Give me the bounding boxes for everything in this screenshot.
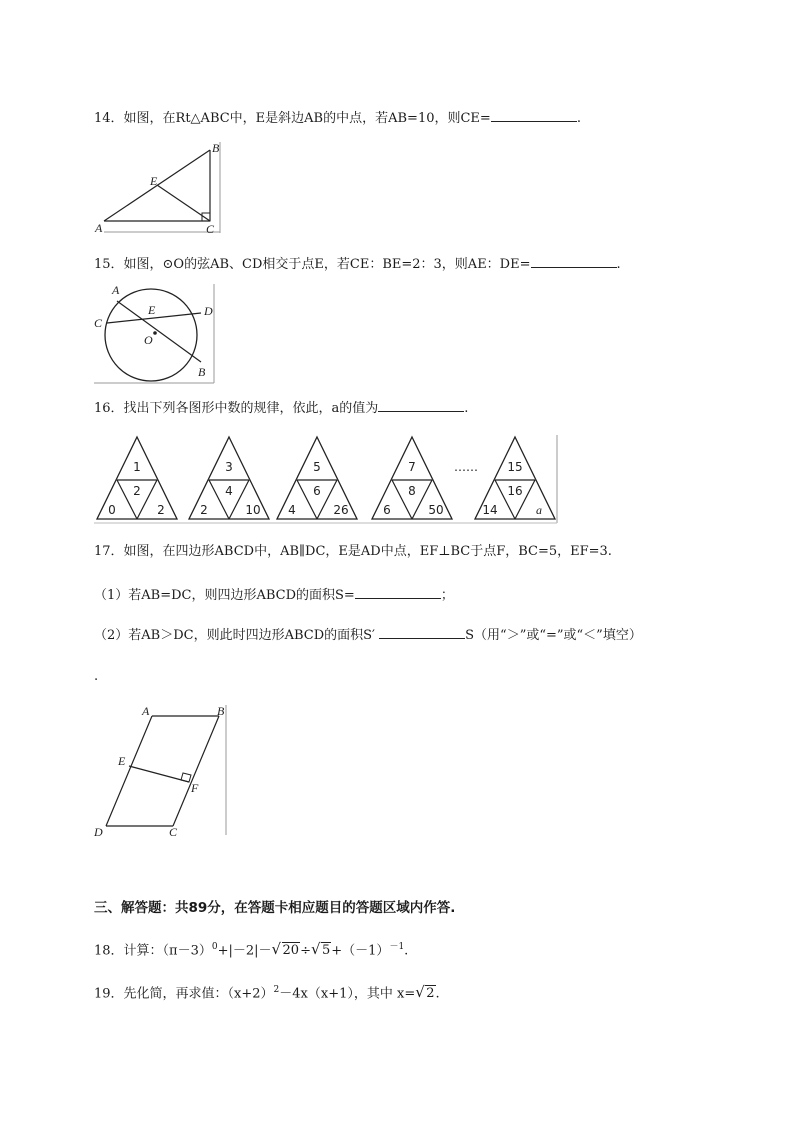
q17-part2: （2）若AB＞DC，则此时四边形ABCD的面积S′ S（用“＞”或“=”或“＜”填空） [94, 625, 642, 645]
answer-blank[interactable] [531, 254, 617, 268]
q17-text: 17．如图，在四边形ABCD中，AB∥DC，E是AD中点，EF⊥BC于点F，BC=5，EF=3. [94, 544, 612, 559]
triangle-middle-value: 16 [507, 484, 523, 498]
triangle-left-value: 6 [383, 503, 391, 517]
triangle-left-value: 14 [482, 503, 498, 517]
triangle-left-value: 2 [200, 503, 208, 517]
triangle-top-value: 3 [225, 460, 233, 474]
triangle-left-value: 0 [108, 503, 116, 517]
triangle-right-value: a [536, 503, 542, 517]
pattern-triangle-1 [97, 437, 177, 519]
triangle-top-value: 7 [408, 460, 416, 474]
label-C: C [94, 316, 103, 330]
triangle-middle-value: 2 [133, 484, 141, 498]
answer-blank[interactable] [378, 398, 464, 412]
label-C: C [169, 825, 178, 839]
q17-part1: （1）若AB=DC，则四边形ABCD的面积S= ； [94, 585, 454, 605]
q17-period: . [94, 669, 99, 684]
triangle-left-value: 4 [288, 503, 296, 517]
q16-text: 16．找出下列各图形中数的规律，依此，a的值为 . [94, 398, 468, 418]
pattern-triangle-2 [189, 437, 269, 519]
label-D: D [94, 825, 103, 839]
triangle-top-value: 5 [313, 460, 321, 474]
label-E: E [148, 303, 156, 317]
triangle-middle-value: 4 [225, 484, 233, 498]
pattern-triangle-4 [372, 437, 452, 519]
label-D: D [204, 304, 213, 318]
q14-figure [92, 140, 227, 236]
label-A: A [95, 221, 103, 235]
ellipsis-dots: …… [454, 460, 478, 474]
answer-blank[interactable] [379, 625, 465, 639]
q15-text: 15．如图，⊙O的弦AB、CD相交于点E，若CE：BE=2：3，则AE：DE= . [94, 254, 621, 274]
label-A: A [112, 283, 120, 297]
label-O: O [144, 333, 153, 347]
triangle-right-value: 26 [333, 503, 349, 517]
sqrt-5: √ 5 [310, 940, 331, 959]
label-B: B [212, 141, 220, 155]
triangle-middle-value: 8 [408, 484, 416, 498]
q17-figure [92, 700, 232, 840]
q18-text: 18．计算：$(\pi-3)^0+|-2|-$ √ 20÷ √ $5+(-1)^{-1}$. [94, 940, 409, 959]
q19-text: 19．先化简，再求值：$(x+2)^2-4x(x+1)$，其中 x= √ 2. [94, 983, 440, 1002]
label-A: A [142, 704, 150, 718]
label-E: E [150, 174, 158, 188]
label-B: B [217, 704, 225, 718]
pattern-triangle-3 [277, 437, 357, 519]
triangle-right-value: 10 [245, 503, 261, 517]
label-C: C [206, 222, 215, 236]
q16-figure [92, 433, 562, 525]
triangle-middle-value: 6 [313, 484, 321, 498]
sqrt-20: √ 20 [271, 940, 300, 959]
answer-blank[interactable] [355, 585, 441, 599]
label-B: B [198, 365, 206, 379]
triangle-right-value: 50 [428, 503, 444, 517]
section-title: 三、解答题：共89分，在答题卡相应题目的答题区域内作答. [94, 900, 456, 916]
triangle-right-value: 2 [157, 503, 165, 517]
q15-figure [92, 280, 222, 386]
label-F: F [191, 781, 199, 795]
pattern-triangle-5 [475, 437, 555, 519]
label-E: E [118, 754, 126, 768]
triangle-top-value: 15 [507, 460, 523, 474]
q14-text: 14．如图，在Rt△ABC中，E是斜边AB的中点，若AB=10，则CE= . [94, 108, 581, 128]
sqrt-2: √ 2 [415, 983, 435, 1002]
triangle-top-value: 1 [133, 460, 141, 474]
answer-blank[interactable] [491, 108, 577, 122]
